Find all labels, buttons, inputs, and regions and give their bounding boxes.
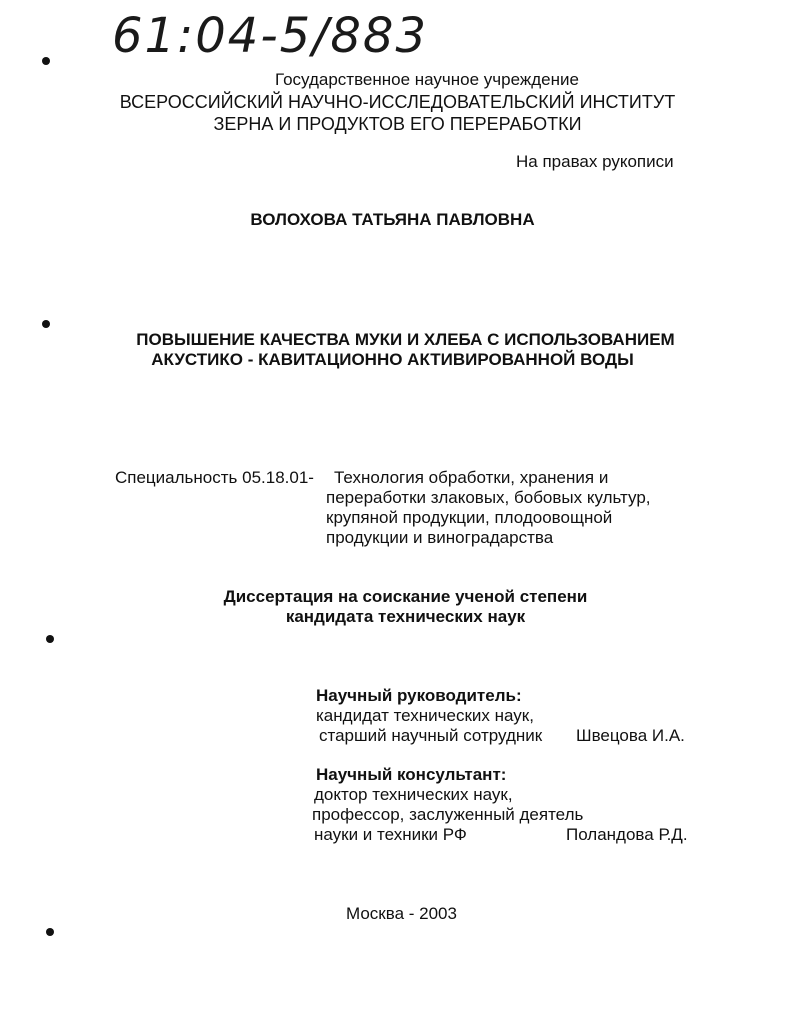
city-year: Москва - 2003	[346, 904, 457, 923]
binder-hole-mark	[42, 57, 50, 65]
author-name: ВОЛОХОВА ТАТЬЯНА ПАВЛОВНА	[250, 210, 535, 229]
manuscript-rights: На правах рукописи	[516, 152, 674, 171]
specialty-description-line: продукции и виноградарства	[326, 528, 554, 547]
supervisor-position: старший научный сотрудник	[319, 726, 543, 745]
institute-name-line2: ЗЕРНА И ПРОДУКТОВ ЕГО ПЕРЕРАБОТКИ	[213, 114, 582, 134]
binder-hole-mark	[46, 928, 54, 936]
binder-hole-mark	[42, 320, 50, 328]
institution-type: Государственное научное учреждение	[275, 70, 579, 89]
consultant-name: Поландова Р.Д.	[566, 825, 688, 844]
consultant-degree: доктор технических наук,	[314, 785, 513, 804]
supervisor-heading: Научный руководитель:	[316, 686, 522, 705]
dissertation-line1: Диссертация на соискание ученой степени	[223, 587, 588, 606]
specialty-description-line: Технология обработки, хранения и	[334, 468, 609, 487]
consultant-title: профессор, заслуженный деятель	[312, 805, 584, 824]
binder-hole-mark	[46, 635, 54, 643]
institute-name-line1: ВСЕРОССИЙСКИЙ НАУЧНО-ИССЛЕДОВАТЕЛЬСКИЙ ИНСТИТУТ	[119, 92, 676, 112]
specialty-description-line: крупяной продукции, плодоовощной	[326, 508, 613, 527]
specialty-label: Специальность 05.18.01-	[115, 468, 314, 487]
thesis-title-line2: АКУСТИКО - КАВИТАЦИОННО АКТИВИРОВАННОЙ ВОДЫ	[151, 350, 634, 369]
supervisor-name: Швецова И.А.	[576, 726, 685, 745]
consultant-heading: Научный консультант:	[316, 765, 507, 784]
dissertation-line2: кандидата технических наук	[285, 607, 526, 626]
supervisor-degree: кандидат технических наук,	[316, 706, 534, 725]
handwritten-archive-number: 61:04-5/883	[112, 8, 428, 64]
consultant-honor: науки и техники РФ	[314, 825, 467, 844]
specialty-description-line: переработки злаковых, бобовых культур,	[326, 488, 651, 507]
thesis-title-line1: ПОВЫШЕНИЕ КАЧЕСТВА МУКИ И ХЛЕБА С ИСПОЛЬЗОВАНИЕМ	[136, 330, 675, 349]
